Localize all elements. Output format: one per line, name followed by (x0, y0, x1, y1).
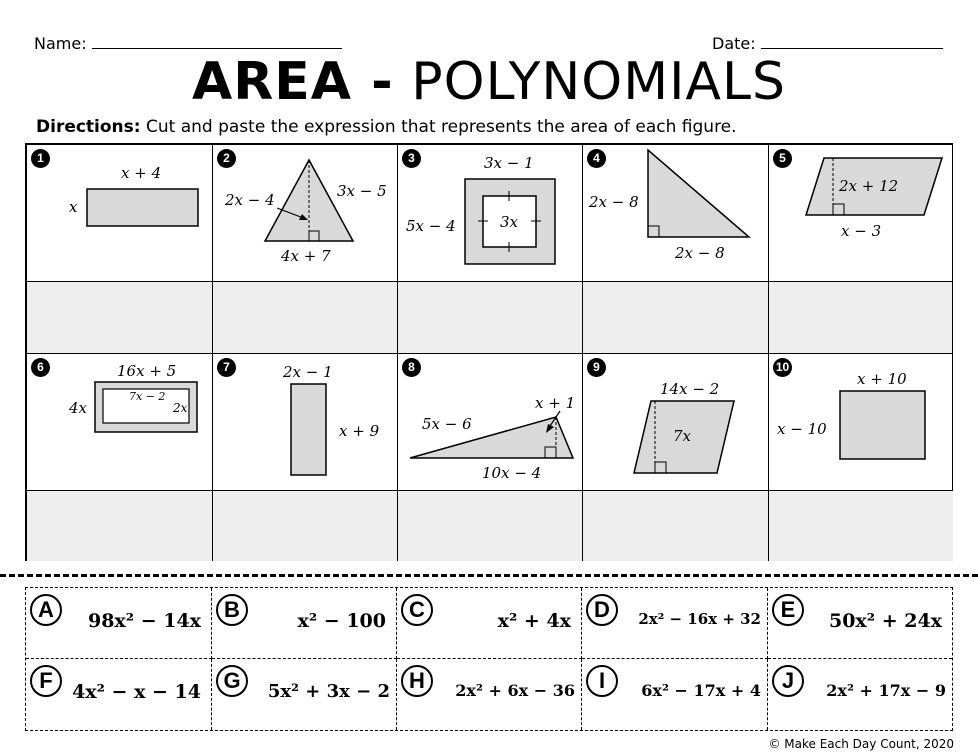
answer-choice-e[interactable] (768, 588, 952, 659)
figure-4-right-triangle (583, 145, 769, 282)
figure-5-height-label: 2x + 12 (839, 177, 899, 195)
answer-letter: A (30, 594, 62, 626)
answer-choice-f[interactable] (26, 659, 212, 730)
answer-expression: 5x² + 3x − 2 (267, 681, 390, 702)
figure-6-inner-top-label: 7x − 2 (129, 390, 166, 403)
figure-1-top-label: x + 4 (121, 164, 162, 182)
figure-cell-6 (27, 354, 213, 491)
figure-10-square (769, 354, 953, 491)
figure-1-left-label: x (69, 198, 78, 216)
figure-6-inner-right-label: 2x (173, 401, 188, 415)
figure-2-number: 2 (217, 149, 236, 168)
directions-text: Cut and paste the expression that represents the area of each figure. (146, 117, 737, 137)
cut-line (0, 574, 978, 577)
figure-7-top-label: 2x − 1 (283, 363, 333, 381)
answer-choice-a[interactable] (26, 588, 212, 659)
figure-10-number: 10 (773, 358, 792, 377)
answer-blank-6[interactable] (27, 491, 213, 561)
figure-8-bottom-label: 10x − 4 (482, 464, 542, 482)
figure-9-number: 9 (587, 358, 606, 377)
answer-choice-h[interactable] (397, 659, 582, 730)
answer-expression: 6x² − 17x + 4 (641, 681, 761, 700)
figure-3-number: 3 (402, 149, 421, 168)
answer-blank-4[interactable] (583, 282, 769, 354)
figure-9-parallelogram (583, 354, 769, 491)
figure-8-height-label: x + 1 (535, 394, 576, 412)
figure-cell-8 (398, 354, 583, 491)
page-title (0, 52, 978, 112)
figure-2-triangle (213, 145, 398, 282)
answer-expression: 98x² − 14x (87, 610, 201, 632)
answer-letter: D (586, 594, 618, 626)
figure-cell-3 (398, 145, 583, 282)
figure-6-top-label: 16x + 5 (117, 362, 177, 380)
answer-choice-i[interactable] (582, 659, 768, 730)
answer-letter: F (30, 665, 62, 697)
figure-4-bottom-label: 2x − 8 (675, 244, 725, 262)
figure-cell-1 (27, 145, 213, 282)
date-field[interactable] (712, 34, 943, 53)
answer-choice-j[interactable] (768, 659, 952, 730)
figure-2-bottom-label: 4x + 7 (281, 247, 331, 265)
figure-cell-9 (583, 354, 769, 491)
title-bold: AREA - (192, 52, 394, 112)
answer-expression: 2x² + 17x − 9 (826, 681, 946, 700)
figure-2-right-label: 3x − 5 (337, 182, 387, 200)
answer-letter: E (772, 594, 804, 626)
figure-8-number: 8 (402, 358, 421, 377)
figure-2-left-label: 2x − 4 (225, 191, 275, 209)
figure-9-height-label: 7x (673, 427, 692, 445)
answer-expression: x² − 100 (297, 610, 386, 632)
figure-cell-7 (213, 354, 398, 491)
figure-cell-10 (769, 354, 953, 491)
figure-3-top-label: 3x − 1 (484, 154, 534, 172)
figure-1-rectangle (27, 145, 213, 282)
date-label: Date: (712, 34, 756, 53)
figure-4-number: 4 (587, 149, 606, 168)
figure-7-rectangle (213, 354, 398, 491)
answer-blank-10[interactable] (769, 491, 953, 561)
figure-8-left-label: 5x − 6 (422, 415, 472, 433)
name-label: Name: (34, 34, 87, 53)
answer-letter: G (216, 665, 248, 697)
answer-choice-c[interactable] (397, 588, 582, 659)
answer-expression: 4x² − x − 14 (72, 681, 201, 703)
answer-letter: H (401, 665, 433, 697)
figure-5-number: 5 (773, 149, 792, 168)
directions (36, 117, 737, 137)
figure-cell-2 (213, 145, 398, 282)
answer-expression: 50x² + 24x (828, 610, 942, 632)
answer-blank-9[interactable] (583, 491, 769, 561)
figure-6-left-label: 4x (69, 399, 88, 417)
figure-cell-5 (769, 145, 953, 282)
figure-10-top-label: x + 10 (857, 370, 907, 388)
answer-letter: C (401, 594, 433, 626)
figure-8-obtuse-triangle (398, 354, 583, 491)
figure-10-left-label: x − 10 (777, 420, 827, 438)
figure-7-number: 7 (217, 358, 236, 377)
answer-letter: I (586, 665, 618, 697)
answer-letter: B (216, 594, 248, 626)
figure-4-left-label: 2x − 8 (589, 193, 639, 211)
answer-expression: x² + 4x (497, 610, 571, 632)
figure-6-rectangle-frame (27, 354, 213, 491)
name-field[interactable] (34, 34, 342, 53)
figure-6-number: 6 (31, 358, 50, 377)
figure-3-left-label: 5x − 4 (406, 217, 456, 235)
answer-choice-b[interactable] (212, 588, 397, 659)
directions-label: Directions: (36, 117, 141, 137)
answer-choices (25, 587, 953, 731)
answer-blank-1[interactable] (27, 282, 213, 354)
figure-9-top-label: 14x − 2 (660, 380, 720, 398)
answer-letter: J (772, 665, 804, 697)
figure-3-square-frame (398, 145, 583, 282)
answer-choice-d[interactable] (582, 588, 768, 659)
figure-3-inner-label: 3x (500, 213, 519, 231)
name-blank[interactable] (92, 35, 342, 49)
figure-5-bottom-label: x − 3 (841, 222, 882, 240)
figure-1-number: 1 (31, 149, 50, 168)
answer-expression: 2x² + 6x − 36 (455, 681, 575, 700)
title-light: POLYNOMIALS (411, 52, 786, 112)
copyright: © Make Each Day Count, 2020 (768, 737, 954, 751)
answer-blank-8[interactable] (398, 491, 583, 561)
answer-choice-g[interactable] (212, 659, 397, 730)
figure-5-parallelogram (769, 145, 953, 282)
figure-cell-4 (583, 145, 769, 282)
date-blank[interactable] (761, 35, 943, 49)
answer-expression: 2x² − 16x + 32 (638, 610, 761, 628)
answer-blank-3[interactable] (398, 282, 583, 354)
worksheet-grid (25, 143, 953, 561)
answer-blank-7[interactable] (213, 491, 398, 561)
answer-blank-5[interactable] (769, 282, 953, 354)
figure-7-right-label: x + 9 (339, 422, 380, 440)
answer-blank-2[interactable] (213, 282, 398, 354)
